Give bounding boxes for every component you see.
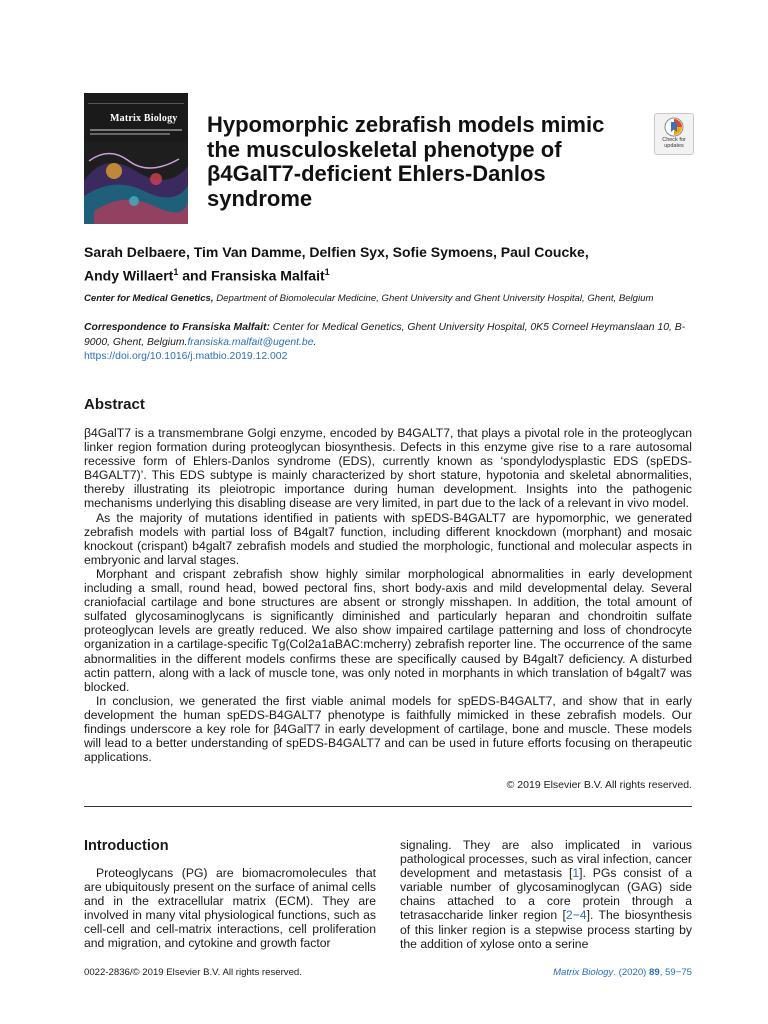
body-paragraph: signaling. They are also implicated in various pathological processes, such as viral infection, cancer development and metastasis [1]. PGs consist of a variable number of glycosaminoglycan (GAG) side chains attached to a core protein through a tetrasaccharide linker region [2−4]. The biosynthesis of this linker region is a stepwise process starting by the addition of xylose onto a serine	[400, 838, 692, 951]
body-paragraph: Proteoglycans (PG) are biomacromolecules that are ubiquitously present on the surface of animal cells and in the extracellular matrix (ECM). They are involved in many vital physiological functions, such as cell-cell and cell-matrix interactions, cell proliferation and migration, and cytokine and growth factor	[84, 866, 376, 951]
cover-text-line	[90, 133, 170, 135]
cover-artwork	[84, 141, 188, 224]
cover-header-line	[88, 97, 184, 104]
check-for-updates-badge[interactable]	[654, 113, 694, 155]
abstract-paragraph: β4GalT7 is a transmembrane Golgi enzyme, encoded by B4GALT7, that plays a pivotal role in the proteoglycan linker region formation during proteoglycan biosynthesis. Defects in this enzyme give rise to a rare autosomal recessive form of Ehlers-Danlos syndrome (EDS), currently known as ‘spondylodysplastic EDS (spEDS-B4GALT7)’. This EDS subtype is mainly characterized by short stature, hypotonia and skeletal abnormalities, thereby illustrating its pleiotropic importance during human development. Insights into the pathogenic mechanisms underlying this disabling disease are very limited, in part due to the lack of a relevant in vivo model.	[84, 426, 692, 511]
affiliation: Center for Medical Genetics, Department of Biomolecular Medicine, Ghent University and Ghent University Hospital, Ghent, Belgium	[84, 293, 654, 304]
email-link[interactable]: fransiska.malfait@ugent.be	[187, 336, 314, 348]
citation-link[interactable]: 2−4	[565, 908, 587, 923]
citation-link[interactable]: 1	[572, 866, 580, 881]
introduction-right-column	[400, 838, 692, 951]
abstract-heading: Abstract	[84, 396, 145, 413]
article-title: Hypomorphic zebrafish models mimic the musculoskeletal phenotype of β4GalT7-deficient Ehlers-Danlos syndrome	[207, 112, 605, 211]
correspondence-block: Correspondence to Fransiska Malfait: Center for Medical Genetics, Ghent University Hospital, 0K5 Corneel Heymanslaan 10, B-9000, Ghent, Belgium.fransiska.malfait@ugent.be. https://doi.org/10.1016/j.matbio.2019.12.002	[84, 322, 686, 362]
section-divider	[84, 806, 692, 807]
author-list	[84, 242, 704, 286]
cover-journal-name: Matrix Biology	[110, 113, 178, 124]
bookmark-ribbon-icon	[664, 117, 684, 137]
abstract-paragraph: In conclusion, we generated the first viable animal models for spEDS-B4GALT7, and show that in early development the human spEDS-B4GALT7 phenotype is faithfully mimicked in these zebrafish models. Our findings underscore a key role for β4GalT7 in early development of cartilage, bone and muscle. These models will lead to a better understanding of spEDS-B4GALT7 and can be used in future efforts focusing on therapeutic applications.	[84, 693, 692, 765]
journal-cover-image	[84, 93, 188, 224]
footer-citation: Matrix Biology. (2020) 89, 59−75	[553, 967, 692, 978]
introduction-left-column	[84, 866, 376, 951]
check-for-updates-label: Check for updates	[662, 137, 686, 149]
abstract-paragraph: Morphant and crispant zebrafish show highly similar morphological abnormalities in early development including a small, round head, bowed pectoral fins, short body-axis and mild developmental delay. Several craniofacial cartilage and bone structures are absent or strongly misshapen. In addition, the total amount of sulfated glycosaminoglycans is significantly diminished and particularly heparan and chondroitin sulfate proteoglycan levels are greatly reduced. We also show impaired cartilage patterning and loss of chondrocyte organization in a cartilage-specific Tg(Col2a1aBAC:mcherry) zebrafish reporter line. The occurrence of the same abnormalities in the different models confirms these are specifically caused by B4galt7 deficiency. A disturbed actin pattern, along with a lack of muscle tone, was only noted in morphants in which translation of b4galt7 was blocked.	[84, 566, 692, 694]
introduction-heading: Introduction	[84, 838, 169, 854]
abstract-paragraph: As the majority of mutations identified in patients with spEDS-B4GALT7 are hypomorphic, we generated zebrafish models with partial loss of B4galt7 function, including different knockdown (morphant) and mosaic knockout (crispant) b4galt7 zebrafish models and studied the morphologic, functional and molecular aspects in embryonic and larval stages.	[84, 510, 692, 567]
copyright-notice: © 2019 Elsevier B.V. All rights reserved.	[506, 779, 692, 791]
abstract-body	[84, 426, 692, 764]
doi-link[interactable]: https://doi.org/10.1016/j.matbio.2019.12.002	[84, 351, 288, 362]
footer-issn: 0022-2836/© 2019 Elsevier B.V. All rights reserved.	[84, 967, 302, 978]
author-line: Sarah Delbaere, Tim Van Damme, Delfien Syx, Sofie Symoens, Paul Coucke,	[84, 244, 589, 260]
author-line: Andy Willaert$^1$ and Fransiska Malfait$^1$	[84, 267, 330, 284]
cover-text-line	[90, 129, 182, 131]
